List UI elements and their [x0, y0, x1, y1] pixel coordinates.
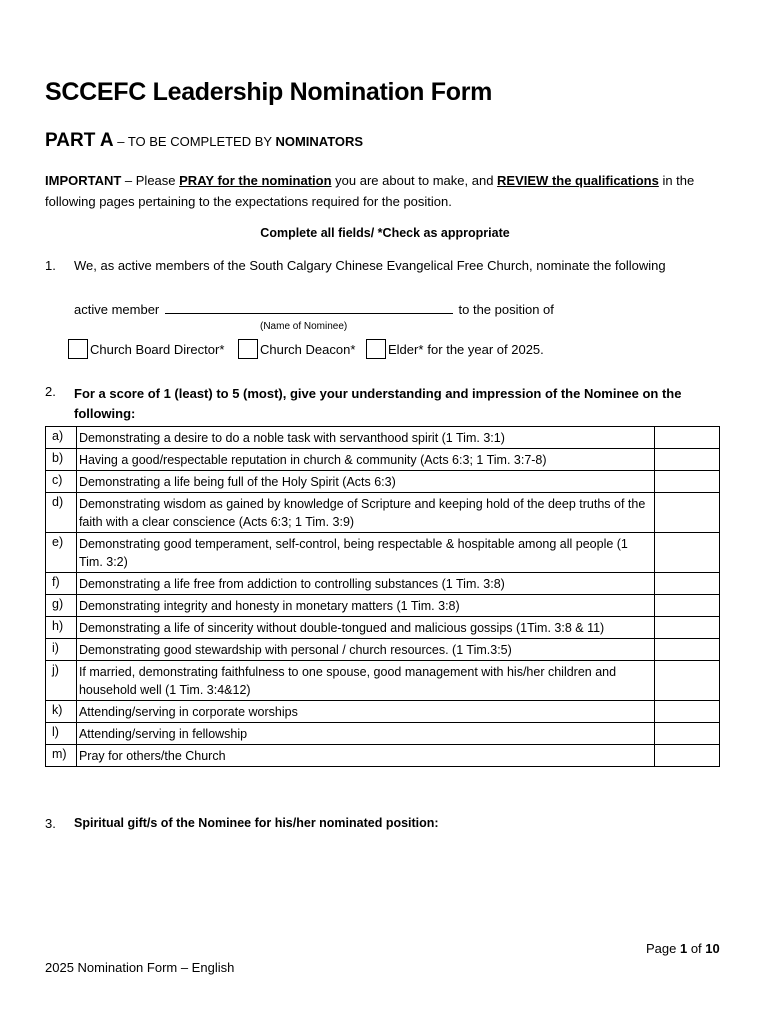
pray-emphasis: PRAY for the nomination [179, 173, 332, 188]
deacon-label: Church Deacon* [260, 341, 356, 357]
criteria-table [45, 426, 720, 767]
criteria-text: Demonstrating a life of sincerity without double-tongued and malicious gossips (1Tim. 3:8 & 11) [76, 617, 654, 639]
criteria-label: h) [46, 617, 77, 639]
criteria-row [46, 595, 720, 617]
q2-number: 2. [45, 384, 56, 399]
criteria-text: Demonstrating a life being full of the Holy Spirit (Acts 6:3) [76, 471, 654, 493]
criteria-row [46, 573, 720, 595]
q1-text: We, as active members of the South Calgary Chinese Evangelical Free Church, nominate the following [74, 258, 666, 273]
important-text-1: – Please [121, 173, 180, 188]
page-of: of [687, 941, 706, 956]
active-member-label: active member [74, 302, 160, 317]
criteria-row [46, 745, 720, 767]
score-cell[interactable] [655, 427, 720, 449]
criteria-text: Demonstrating wisdom as gained by knowledge of Scripture and keeping hold of the deep truths of the faith with a clear conscience (Acts 6:3; 1 Tim. 3:9) [76, 493, 654, 533]
review-emphasis: REVIEW the qualifications [497, 173, 659, 188]
criteria-row [46, 617, 720, 639]
elder-checkbox[interactable] [366, 339, 386, 359]
score-cell[interactable] [655, 595, 720, 617]
page-total: 10 [705, 941, 720, 956]
score-cell[interactable] [655, 573, 720, 595]
criteria-label: e) [46, 533, 77, 573]
option-deacon[interactable] [238, 339, 355, 359]
nominee-line [74, 300, 554, 317]
name-of-nominee-hint: (Name of Nominee) [260, 321, 348, 332]
nominee-name-field[interactable] [165, 300, 453, 314]
page-number [646, 941, 720, 956]
criteria-label: j) [46, 661, 77, 701]
criteria-text: Having a good/respectable reputation in church & community (Acts 6:3; 1 Tim. 3:7-8) [76, 449, 654, 471]
criteria-text: Demonstrating a desire to do a noble task with servanthood spirit (1 Tim. 3:1) [76, 427, 654, 449]
part-a-heading [45, 130, 363, 152]
criteria-text: Demonstrating integrity and honesty in monetary matters (1 Tim. 3:8) [76, 595, 654, 617]
form-title: SCCEFC Leadership Nomination Form [45, 78, 493, 106]
criteria-label: g) [46, 595, 77, 617]
criteria-label: a) [46, 427, 77, 449]
criteria-row [46, 639, 720, 661]
q3-text: Spiritual gift/s of the Nominee for his/her nominated position: [74, 816, 439, 830]
criteria-label: l) [46, 723, 77, 745]
criteria-label: c) [46, 471, 77, 493]
criteria-text: Pray for others/the Church [76, 745, 654, 767]
criteria-text: If married, demonstrating faithfulness to one spouse, good management with his/her children and household well (1 Tim. 3:4&12) [76, 661, 654, 701]
criteria-label: k) [46, 701, 77, 723]
year-text: for the year of 2025. [427, 341, 544, 357]
deacon-checkbox[interactable] [238, 339, 258, 359]
score-cell[interactable] [655, 493, 720, 533]
page-current: 1 [679, 941, 688, 956]
q3-number: 3. [45, 816, 56, 831]
board-director-label: Church Board Director* [90, 341, 225, 357]
score-cell[interactable] [655, 745, 720, 767]
score-cell[interactable] [655, 701, 720, 723]
option-elder[interactable] [366, 339, 544, 359]
elder-label: Elder* [388, 341, 424, 357]
q2-text: For a score of 1 (least) to 5 (most), give your understanding and impression of the Nominee on the following: [74, 386, 682, 421]
criteria-row [46, 723, 720, 745]
board-director-checkbox[interactable] [68, 339, 88, 359]
score-cell[interactable] [655, 449, 720, 471]
criteria-row [46, 533, 720, 573]
criteria-label: f) [46, 573, 77, 595]
q1-number: 1. [45, 258, 56, 273]
criteria-label: d) [46, 493, 77, 533]
score-cell[interactable] [655, 533, 720, 573]
score-cell[interactable] [655, 639, 720, 661]
criteria-text: Attending/serving in corporate worships [76, 701, 654, 723]
score-cell[interactable] [655, 471, 720, 493]
criteria-text: Attending/serving in fellowship [76, 723, 654, 745]
important-text-3: in the following pages pertaining to the expectations required for the position. [45, 173, 695, 209]
part-label: PART A [45, 130, 114, 151]
score-cell[interactable] [655, 661, 720, 701]
important-notice [45, 170, 725, 212]
criteria-row [46, 427, 720, 449]
instruction: Complete all fields/ *Check as appropriate [260, 226, 510, 240]
important-text-2: you are about to make, and [331, 173, 498, 188]
criteria-row [46, 493, 720, 533]
to-position-label: to the position of [458, 302, 554, 317]
criteria-label: i) [46, 639, 77, 661]
criteria-row [46, 471, 720, 493]
part-sep: – TO BE COMPLETED BY [113, 134, 276, 149]
criteria-row [46, 661, 720, 701]
option-board-director[interactable] [68, 339, 224, 359]
criteria-text: Demonstrating a life free from addiction to controlling substances (1 Tim. 3:8) [76, 573, 654, 595]
page-prefix: Page [646, 941, 680, 956]
score-cell[interactable] [655, 723, 720, 745]
criteria-label: m) [46, 745, 77, 767]
criteria-text: Demonstrating good temperament, self-control, being respectable & hospitable among all people (1 Tim. 3:2) [76, 533, 654, 573]
score-cell[interactable] [655, 617, 720, 639]
criteria-row [46, 449, 720, 471]
important-lead: IMPORTANT [45, 173, 122, 188]
criteria-label: b) [46, 449, 77, 471]
criteria-row [46, 701, 720, 723]
criteria-text: Demonstrating good stewardship with personal / church resources. (1 Tim.3:5) [76, 639, 654, 661]
footer-text: 2025 Nomination Form – English [45, 960, 235, 975]
part-who: NOMINATORS [275, 134, 364, 149]
